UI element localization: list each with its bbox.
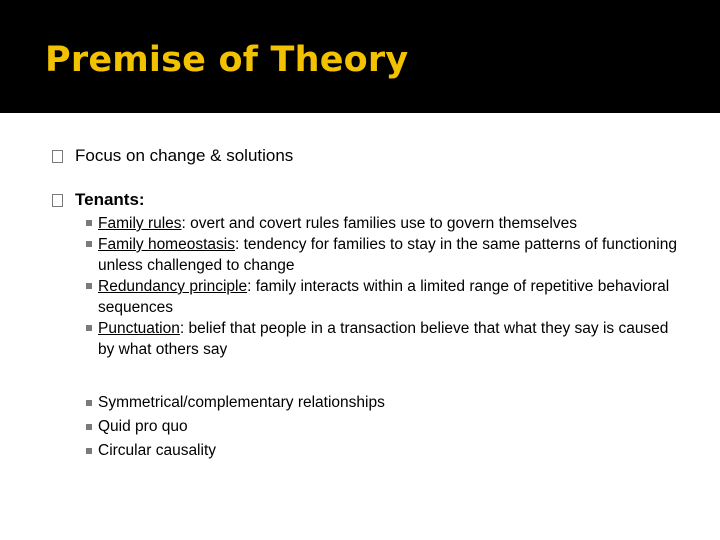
definition: : family interacts within a limited range of repetitive behavioral sequences: [98, 278, 670, 316]
item-text: Symmetrical/complementary relationships: [98, 394, 385, 411]
extras-list: [86, 391, 686, 463]
tenants-list: [86, 213, 686, 360]
square-bullet-icon: [86, 241, 92, 247]
list-item: [86, 213, 686, 234]
term: Punctuation: [98, 320, 180, 337]
bullet-text: Focus on change & solutions: [75, 146, 294, 165]
term: Family homeostasis: [98, 236, 235, 253]
item-text: Quid pro quo: [98, 418, 188, 435]
term: Redundancy principle: [98, 278, 248, 295]
bullet-text: Tenants:: [75, 190, 145, 209]
list-item: [86, 415, 686, 439]
item-text: Circular causality: [98, 442, 217, 459]
square-bullet-icon: [86, 283, 92, 289]
list-item: [86, 318, 686, 360]
square-bullet-icon: [86, 220, 92, 226]
list-item: [86, 391, 686, 415]
slide-title: Premise of Theory: [45, 40, 409, 80]
square-bullet-icon: [86, 448, 92, 454]
definition: : tendency for families to stay in the same patterns of functioning unless challenged to change: [98, 236, 677, 274]
list-item: [86, 234, 686, 276]
square-bullet-icon: [52, 150, 63, 163]
list-item: [86, 439, 686, 463]
list-item: [86, 276, 686, 318]
title-bar: [0, 0, 720, 113]
square-bullet-icon: [86, 424, 92, 430]
square-bullet-icon: [86, 325, 92, 331]
square-bullet-icon: [86, 400, 92, 406]
definition: : belief that people in a transaction believe that what they say is caused by what others say: [98, 320, 669, 358]
definition: : overt and covert rules families use to govern themselves: [181, 215, 577, 232]
term: Family rules: [98, 215, 182, 232]
square-bullet-icon: [52, 194, 63, 207]
